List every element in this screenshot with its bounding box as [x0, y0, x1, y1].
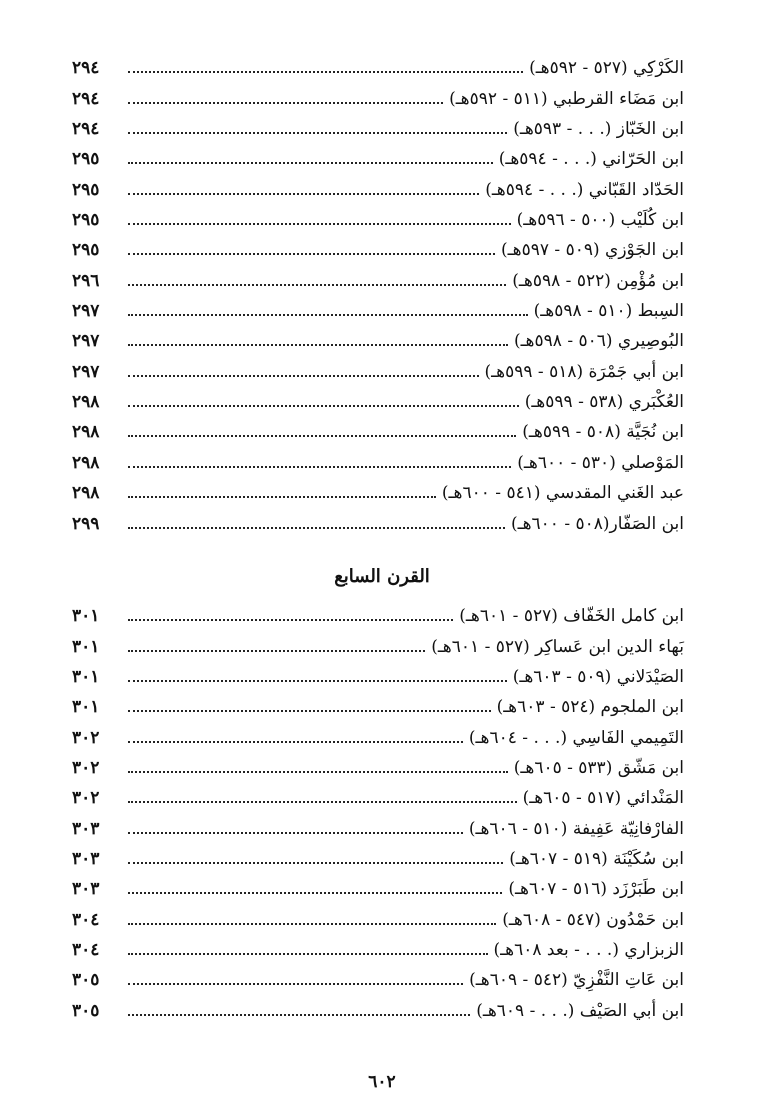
- toc-section-seventh-century: [72, 600, 684, 1025]
- dot-leader: [128, 680, 507, 682]
- toc-row[interactable]: [72, 782, 684, 812]
- toc-row[interactable]: [72, 446, 684, 476]
- toc-page-number: ٢٩٧: [72, 361, 100, 382]
- toc-row[interactable]: [72, 873, 684, 903]
- toc-row[interactable]: [72, 507, 684, 537]
- toc-page-number: ٢٩٥: [72, 149, 100, 170]
- toc-row[interactable]: [72, 994, 684, 1024]
- dot-leader: [128, 193, 479, 195]
- toc-row[interactable]: [72, 82, 684, 112]
- toc-page-number: ٢٩٥: [72, 179, 100, 200]
- dot-leader: [128, 132, 507, 134]
- dot-leader: [128, 344, 508, 346]
- toc-page-number: ٣٠١: [72, 636, 100, 657]
- toc-entry-name: التَمِيمي الفَاسِي (. . . - ٦٠٤هـ): [468, 727, 684, 748]
- dot-leader: [128, 375, 479, 377]
- toc-row[interactable]: [72, 691, 684, 721]
- toc-row[interactable]: [72, 173, 684, 203]
- page-number: ٦٠٢: [368, 1072, 396, 1092]
- toc-page-number: ٢٩٧: [72, 301, 100, 322]
- toc-row[interactable]: [72, 721, 684, 751]
- toc-entry-name: ابن كامل الخَفّاف (٥٢٧ - ٦٠١هـ): [459, 606, 684, 627]
- toc-page-number: ٢٩٩: [72, 513, 100, 534]
- toc-page-number: ٢٩٤: [72, 88, 100, 109]
- toc-row[interactable]: [72, 386, 684, 416]
- toc-entry-name: ابن أبي الصَيْف (. . . - ٦٠٩هـ): [476, 1000, 684, 1021]
- toc-entry-name: ابن الصَفّار(٥٠٨ - ٦٠٠هـ): [510, 513, 684, 534]
- toc-entry-name: المَنْدائي (٥١٧ - ٦٠٥هـ): [522, 788, 684, 809]
- toc-row[interactable]: [72, 416, 684, 446]
- toc-entry-name: العُكْبَري (٥٣٨ - ٥٩٩هـ): [524, 392, 684, 413]
- dot-leader: [128, 983, 463, 985]
- toc-page-number: ٣٠١: [72, 606, 100, 627]
- toc-page-number: ٣٠٣: [72, 849, 100, 870]
- toc-page-number: ٢٩٧: [72, 331, 100, 352]
- toc-page-number: ٢٩٦: [72, 270, 100, 291]
- toc-entry-name: ابن نُجَيَّة (٥٠٨ - ٥٩٩هـ): [522, 422, 684, 443]
- toc-row[interactable]: [72, 143, 684, 173]
- toc-entry-name: ابن سُكَيْنَة (٥١٩ - ٦٠٧هـ): [509, 849, 684, 870]
- toc-row[interactable]: [72, 630, 684, 660]
- dot-leader: [128, 162, 493, 164]
- toc-entry-name: ابن حَمْدُون (٥٤٧ - ٦٠٨هـ): [502, 909, 684, 930]
- toc-row[interactable]: [72, 52, 684, 82]
- dot-leader: [128, 71, 523, 73]
- toc-page-number: ٣٠٥: [72, 970, 100, 991]
- toc-row[interactable]: [72, 964, 684, 994]
- toc-page-number: ٢٩٥: [72, 210, 100, 231]
- dot-leader: [128, 253, 495, 255]
- dot-leader: [128, 741, 463, 743]
- toc-entry-name: السِبط (٥١٠ - ٥٩٨هـ): [533, 301, 684, 322]
- toc-entry-name: ابن طَبَرْزَد (٥١٦ - ٦٠٧هـ): [508, 879, 684, 900]
- toc-page-number: ٣٠٤: [72, 909, 100, 930]
- toc-entry-name: ابن عَاتِ النَّفْزِيّ (٥٤٢ - ٦٠٩هـ): [469, 970, 684, 991]
- toc-entry-name: الحَدّاد القَبّاني (. . . - ٥٩٤هـ): [485, 179, 684, 200]
- toc-page-number: ٣٠٢: [72, 758, 100, 779]
- dot-leader: [128, 832, 463, 834]
- dot-leader: [128, 527, 505, 529]
- toc-row[interactable]: [72, 234, 684, 264]
- toc-page-number: ٢٩٤: [72, 58, 100, 79]
- toc-entry-name: الكَرْكِي (٥٢٧ - ٥٩٢هـ): [529, 58, 684, 79]
- toc-entry-name: ابن مَشّق (٥٣٣ - ٦٠٥هـ): [513, 758, 684, 779]
- toc-page-number: ٢٩٨: [72, 483, 100, 504]
- dot-leader: [128, 710, 491, 712]
- toc-entry-name: ابن مُؤْمِن (٥٢٢ - ٥٩٨هـ): [512, 270, 684, 291]
- toc-entry-name: ابن الجَوْزي (٥٠٩ - ٥٩٧هـ): [501, 240, 684, 261]
- toc-row[interactable]: [72, 934, 684, 964]
- dot-leader: [128, 435, 516, 437]
- toc-row[interactable]: [72, 477, 684, 507]
- toc-row[interactable]: [72, 295, 684, 325]
- toc-section-sixth-century: [72, 52, 684, 538]
- toc-row[interactable]: [72, 113, 684, 143]
- toc-entry-name: ابن أبي جَمْرَة (٥١٨ - ٥٩٩هـ): [484, 361, 684, 382]
- toc-entry-name: الصَيْدَلاني (٥٠٩ - ٦٠٣هـ): [512, 667, 684, 688]
- dot-leader: [128, 284, 506, 286]
- dot-leader: [128, 650, 425, 652]
- dot-leader: [128, 223, 511, 225]
- section-heading: القرن السابع: [334, 566, 430, 587]
- toc-entry-name: المَوْصلي (٥٣٠ - ٦٠٠هـ): [517, 452, 684, 473]
- toc-row[interactable]: [72, 661, 684, 691]
- toc-entry-name: بَهاء الدين ابن عَساكِر (٥٢٧ - ٦٠١هـ): [431, 636, 684, 657]
- toc-page-number: ٣٠٥: [72, 1000, 100, 1021]
- dot-leader: [128, 1014, 470, 1016]
- toc-row[interactable]: [72, 325, 684, 355]
- toc-page-number: ٣٠٢: [72, 727, 100, 748]
- toc-row[interactable]: [72, 600, 684, 630]
- toc-row[interactable]: [72, 903, 684, 933]
- toc-page-number: ٣٠٣: [72, 879, 100, 900]
- dot-leader: [128, 862, 503, 864]
- toc-entry-name: ابن الملجوم (٥٢٤ - ٦٠٣هـ): [496, 697, 684, 718]
- toc-page-number: ٢٩٨: [72, 392, 100, 413]
- dot-leader: [128, 466, 511, 468]
- toc-page-number: ٣٠٢: [72, 788, 100, 809]
- toc-entry-name: ابن الحَرّاني (. . . - ٥٩٤هـ): [498, 149, 684, 170]
- dot-leader: [128, 102, 443, 104]
- dot-leader: [128, 892, 502, 894]
- toc-row[interactable]: [72, 264, 684, 294]
- toc-entry-name: الفارْفانِيّة عَفِيفة (٥١٠ - ٦٠٦هـ): [468, 818, 684, 839]
- toc-row[interactable]: [72, 812, 684, 842]
- toc-entry-name: ابن مَضَاء القرطبي (٥١١ - ٥٩٢هـ): [449, 88, 684, 109]
- toc-page-number: ٢٩٤: [72, 119, 100, 140]
- toc-page-number: ٣٠٤: [72, 940, 100, 961]
- toc-entry-name: البُوصِيري (٥٠٦ - ٥٩٨هـ): [513, 331, 684, 352]
- toc-entry-name: عبد الغَني المقدسي (٥٤١ - ٦٠٠هـ): [441, 483, 684, 504]
- toc-row[interactable]: [72, 843, 684, 873]
- toc-page-number: ٣٠١: [72, 667, 100, 688]
- dot-leader: [128, 923, 496, 925]
- dot-leader: [128, 953, 488, 955]
- toc-page-number: ٢٩٨: [72, 422, 100, 443]
- dot-leader: [128, 619, 453, 621]
- dot-leader: [128, 405, 519, 407]
- toc-page-number: ٢٩٥: [72, 240, 100, 261]
- toc-page-number: ٢٩٨: [72, 452, 100, 473]
- dot-leader: [128, 801, 517, 803]
- toc-page-number: ٣٠٣: [72, 818, 100, 839]
- toc-page-number: ٣٠١: [72, 697, 100, 718]
- toc-entry-name: الزبزاري (. . . - بعد ٦٠٨هـ): [493, 940, 684, 961]
- dot-leader: [128, 314, 528, 316]
- toc-row[interactable]: [72, 204, 684, 234]
- toc-entry-name: ابن كُلَيْب (٥٠٠ - ٥٩٦هـ): [516, 210, 684, 231]
- dot-leader: [128, 496, 436, 498]
- toc-row[interactable]: [72, 752, 684, 782]
- toc-row[interactable]: [72, 355, 684, 385]
- dot-leader: [128, 771, 508, 773]
- toc-entry-name: ابن الخَبّاز (. . . - ٥٩٣هـ): [513, 119, 684, 140]
